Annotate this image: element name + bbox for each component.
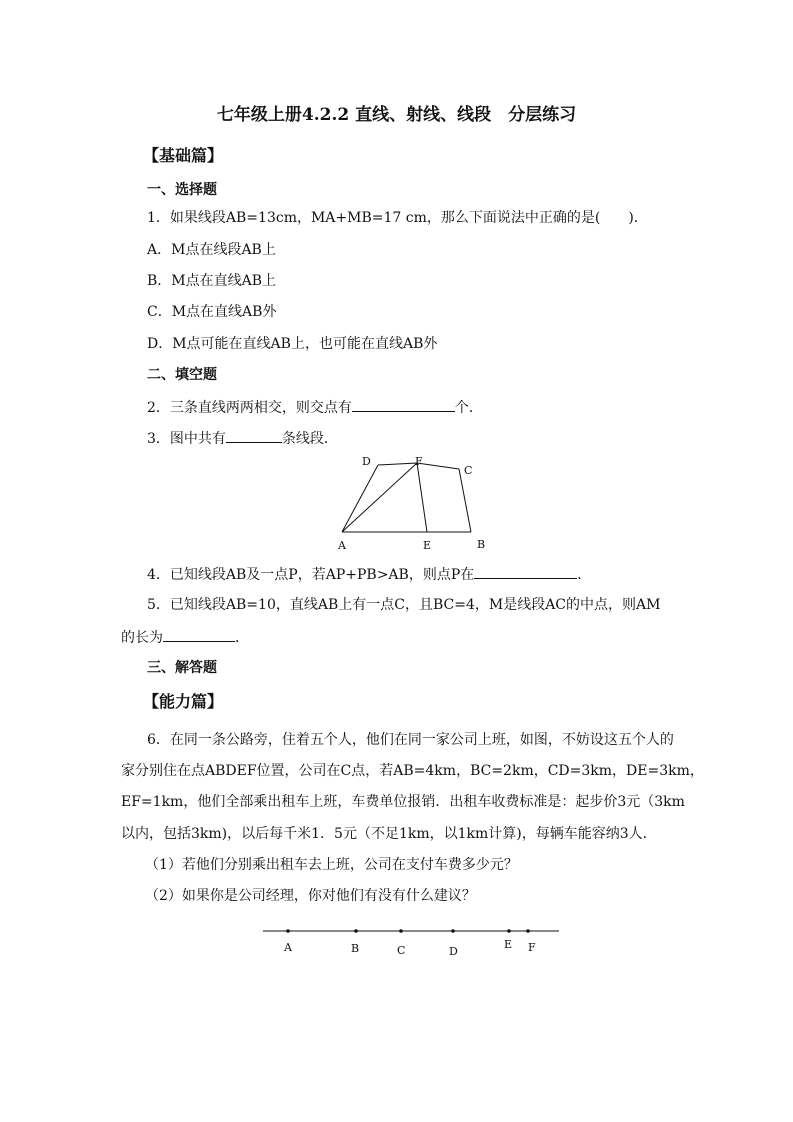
point-d	[451, 929, 455, 933]
question-6-line-2: 家分别住在点ABDEF位置，公司在C点，若AB=4km，BC=2km，CD=3km，DE=3km，	[121, 763, 704, 779]
segment-ad	[342, 465, 378, 532]
section-basic-heading: 【基础篇】	[143, 146, 224, 165]
point-label-c: C	[464, 464, 473, 477]
road-number-line	[255, 920, 565, 965]
point-c	[399, 929, 403, 933]
segment-fe	[417, 463, 427, 532]
question-1: 1．如果线段AB=13cm，MA+MB=17 cm，那么下面说法中正确的是( )．	[147, 210, 648, 226]
page-title: 七年级上册4.2.2 直线、射线、线段 分层练习	[216, 105, 577, 125]
road-label-f: F	[528, 941, 536, 954]
option-d: D．M点可能在直线AB上，也可能在直线AB外	[147, 336, 438, 352]
question-5: 5．已知线段AB=10，直线AB上有一点C，且BC=4，M是线段AC的中点，则AM	[147, 597, 661, 613]
question-5-continued	[121, 627, 249, 647]
answer-blank[interactable]	[352, 397, 455, 412]
part-fill-heading: 二、填空题	[147, 367, 217, 383]
option-c: C．M点在直线AB外	[147, 304, 277, 320]
question-3	[147, 428, 338, 448]
question-5-text: 的长为	[121, 630, 163, 646]
segment-df	[378, 463, 417, 465]
question-6-line-3: EF=1km，他们全部乘出租车上班，车费单位报销．出租车收费标准是：起步价3元（3km	[121, 794, 685, 810]
point-e	[507, 929, 511, 933]
road-label-d: D	[449, 945, 458, 958]
point-label-e: E	[423, 539, 432, 552]
point-label-f: F	[415, 455, 423, 468]
answer-blank[interactable]	[163, 627, 235, 642]
question-2-text: 2．三条直线两两相交，则交点有	[147, 400, 352, 416]
option-b: B．M点在直线AB上	[147, 273, 277, 289]
part-solution-heading: 三、解答题	[147, 660, 217, 676]
segment-cb	[459, 469, 471, 532]
question-6-line-1: 6．在同一条公路旁，住着五个人，他们在同一家公司上班，如图，不妨设这五个人的	[147, 732, 674, 748]
point-label-d: D	[362, 455, 371, 468]
question-4-suffix: ．	[577, 567, 592, 583]
question-5-suffix: ．	[235, 630, 249, 646]
question-3-suffix: 条线段．	[281, 431, 338, 447]
question-4-text: 4．已知线段AB及一点P，若AP+PB>AB，则点P在	[147, 567, 475, 583]
question-6-sub-1: （1）若他们分别乘出租车去上班，公司在支付车费多少元？	[145, 857, 518, 873]
segment-figure	[330, 450, 500, 555]
option-a: A．M点在线段AB上	[147, 242, 276, 258]
part-choice-heading: 一、选择题	[147, 182, 217, 198]
point-b	[354, 929, 358, 933]
question-2	[147, 397, 483, 417]
point-f	[526, 929, 530, 933]
question-2-suffix: 个．	[454, 400, 483, 416]
section-ability-heading: 【能力篇】	[143, 692, 224, 711]
segment-fc	[417, 463, 459, 469]
point-label-b: B	[477, 538, 486, 551]
question-4	[147, 564, 591, 584]
road-label-c: C	[397, 944, 406, 957]
road-label-a: A	[284, 941, 292, 954]
answer-blank[interactable]	[226, 428, 282, 443]
point-label-a: A	[338, 539, 346, 552]
road-label-b: B	[351, 942, 360, 955]
answer-blank[interactable]	[474, 564, 577, 579]
question-6-sub-2: （2）如果你是公司经理，你对他们有没有什么建议？	[145, 888, 476, 904]
point-a	[286, 929, 290, 933]
segment-af	[342, 463, 417, 532]
road-label-e: E	[504, 938, 513, 951]
question-6-line-4: 以内，包括3km)，以后每千米1．5元（不足1km，以1km计算)，每辆车能容纳3人．	[121, 826, 657, 842]
question-3-text: 3．图中共有	[147, 431, 226, 447]
